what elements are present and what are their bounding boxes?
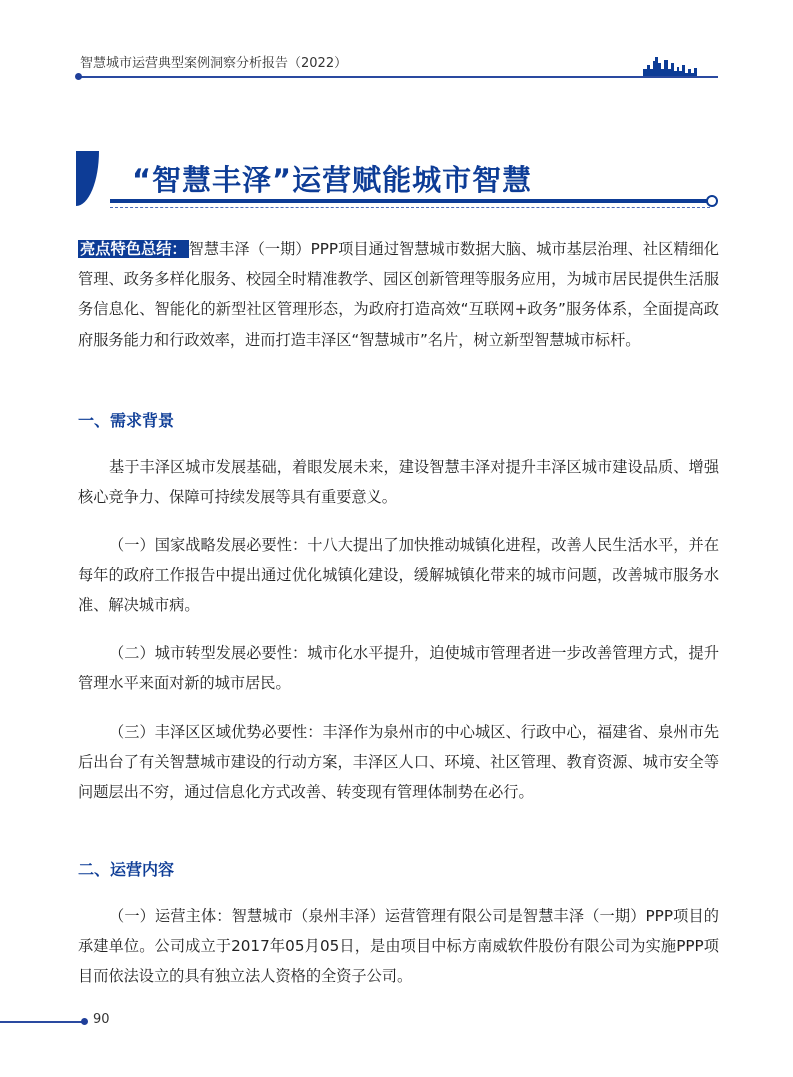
- footer-rule: [0, 1021, 84, 1023]
- section-heading: 二、运营内容: [78, 860, 175, 879]
- paragraph: （二）城市转型发展必要性：城市化水平提升，迫使城市管理者进一步改善管理方式，提升管理水平来面对新的城市居民。: [78, 644, 719, 693]
- header-dot: [75, 73, 82, 80]
- paragraph: （一）国家战略发展必要性：十八大提出了加快推动城镇化进程，改善人民生活水平，并在每年的政府工作报告中提出通过优化城镇化建设，缓解城镇化带来的城市问题，改善城市服务水准、解决城市病。: [78, 536, 719, 615]
- footer-dot: [81, 1018, 88, 1025]
- paragraph: （一）运营主体：智慧城市（泉州丰泽）运营管理有限公司是智慧丰泽（一期）PPP项目的承建单位。公司成立于2017年05月05日，是由项目中标方南威软件股份有限公司为实施PPP项目而依法设立的具有独立法人资格的全资子公司。: [78, 907, 719, 986]
- title-ring: [706, 195, 718, 207]
- highlight-label: 亮点特色总结：: [80, 240, 187, 258]
- section-heading: 一、需求背景: [78, 411, 175, 430]
- running-header: 智慧城市运营典型案例洞察分析报告（2022）: [80, 56, 348, 71]
- title-accent-block: [76, 151, 99, 206]
- paragraph: （三）丰泽区区域优势必要性：丰泽作为泉州市的中心城区、行政中心，福建省、泉州市先后出台了有关智慧城市建设的行动方案，丰泽区人口、环境、社区管理、教育资源、城市安全等问题层出不穷，通过信息化方式改善、转变现有管理体制势在必行。: [78, 723, 719, 802]
- header-rule: [78, 76, 718, 78]
- page-title: “智慧丰泽”运营赋能城市智慧: [132, 163, 533, 197]
- highlight-text: 智慧丰泽（一期）PPP项目通过智慧城市数据大脑、城市基层治理、社区精细化管理、政务多样化服务、校园全时精准教学、园区创新管理等服务应用，为城市居民提供生活服务信息化、智能化的新型社区管理形态，为政府打造高效“互联网+政务”服务体系，全面提高政府服务能力和行政效率，进而打造丰泽区“智慧城市”名片，树立新型智慧城市标杆。: [78, 240, 719, 349]
- title-underline: [110, 199, 710, 203]
- city-skyline-icon: [643, 57, 719, 77]
- paragraph: 基于丰泽区城市发展基础，着眼发展未来，建设智慧丰泽对提升丰泽区城市建设品质、增强核心竞争力、保障可持续发展等具有重要意义。: [78, 458, 719, 507]
- title-dashed-line: [110, 207, 710, 208]
- highlight-summary: [78, 234, 719, 355]
- page-number: 90: [93, 1012, 110, 1027]
